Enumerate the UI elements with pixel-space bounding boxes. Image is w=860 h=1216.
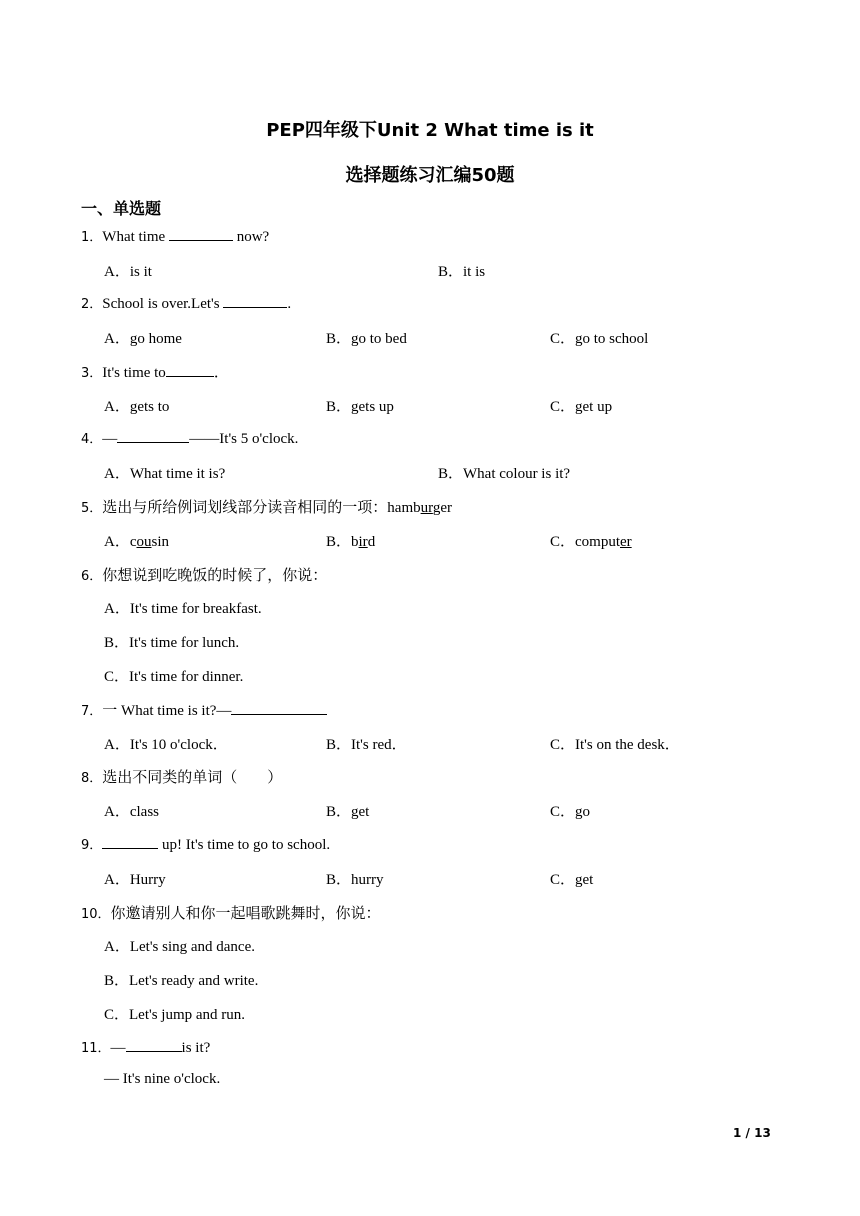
question-text: now? — [232, 229, 270, 245]
question-number: 1． — [81, 230, 103, 245]
option-a: A．Hurry — [104, 872, 166, 888]
underlined-letters: ir — [358, 534, 368, 550]
option-c: C．go — [550, 804, 591, 820]
question-number: 11． — [81, 1041, 111, 1056]
question-text: up! It's time to go to school. — [158, 837, 331, 853]
answer-blank — [231, 700, 327, 715]
question-number: 6． — [81, 569, 103, 584]
option-a: A．What time it is? — [104, 466, 226, 482]
document-title: PEP四年级下Unit 2 What time is it — [266, 120, 594, 141]
option-a: A．go home — [104, 331, 182, 347]
option-a: A．gets to — [104, 399, 170, 415]
document-subtitle: 选择题练习汇编50题 — [345, 165, 515, 186]
question-number: 3． — [81, 366, 103, 381]
question-text: ——It's 5 o'clock. — [189, 431, 299, 447]
option-a: A．It's time for breakfast. — [104, 601, 262, 617]
option-b: B．get — [326, 804, 370, 820]
question-text: is it? — [181, 1040, 211, 1056]
option-text: sin — [151, 534, 170, 550]
underlined-letters: er — [620, 534, 632, 550]
question-text: — — [110, 1040, 126, 1056]
question-number: 7． — [81, 704, 103, 719]
option-b: B．Let's ready and write. — [104, 973, 259, 989]
question-7 — [81, 699, 327, 720]
option-c: C．get up — [550, 399, 613, 415]
option-a: A．class — [104, 804, 159, 820]
answer-blank — [223, 293, 287, 308]
option-text: A．c — [104, 534, 137, 550]
option-a: A．It's 10 o'clock． — [104, 737, 228, 753]
option-a: A．is it — [104, 264, 152, 280]
option-b: B．go to bed — [326, 331, 407, 347]
question-text: What time — [102, 229, 169, 245]
option-c: C．Let's jump and run. — [104, 1007, 246, 1023]
question-text: 选出不同类的单词（ ） — [102, 770, 283, 786]
question-text: — — [102, 431, 118, 447]
question-number: 10． — [81, 907, 111, 922]
option-a — [104, 530, 169, 551]
question-9 — [81, 834, 330, 854]
question-3 — [81, 361, 229, 382]
question-number: 5． — [81, 501, 103, 516]
option-text: C．comput — [550, 534, 620, 550]
question-11 — [81, 1037, 210, 1057]
question-6 — [81, 564, 327, 585]
answer-blank — [102, 834, 158, 849]
option-b: B．gets up — [326, 399, 394, 415]
option-b — [326, 530, 375, 551]
option-b: B．It's red． — [326, 737, 407, 753]
question-8 — [81, 766, 282, 787]
option-c — [550, 530, 632, 551]
option-c: C．It's time for dinner. — [104, 669, 244, 685]
page-number: 1 / 13 — [733, 1126, 771, 1140]
option-c: C．go to school — [550, 331, 649, 347]
question-text: ． — [213, 365, 229, 381]
question-text: School is over.Let's — [102, 296, 224, 312]
option-b: B．What colour is it? — [438, 466, 571, 482]
question-number: 2． — [81, 297, 103, 312]
question-10 — [81, 902, 381, 923]
question-text: 选出与所给例词划线部分读音相同的一项：hamb — [102, 500, 421, 516]
answer-blank — [117, 428, 189, 443]
option-b: B．hurry — [326, 872, 384, 888]
question-number: 4． — [81, 432, 103, 447]
answer-blank — [126, 1037, 182, 1052]
option-a: A．Let's sing and dance. — [104, 939, 255, 955]
answer-blank — [169, 226, 233, 241]
option-c: C．get — [550, 872, 594, 888]
option-text: d — [367, 534, 376, 550]
question-number: 9． — [81, 838, 103, 853]
question-4 — [81, 428, 298, 448]
question-text: 你邀请别人和你一起唱歌跳舞时，你说： — [110, 906, 381, 922]
option-b: B．It's time for lunch. — [104, 635, 240, 651]
question-text: 一 What time is it?— — [102, 703, 232, 719]
question-text: 你想说到吃晚饭的时候了，你说： — [102, 568, 328, 584]
question-5 — [81, 496, 452, 517]
question-text: . — [287, 296, 292, 312]
underlined-letters: ou — [136, 534, 152, 550]
option-text: B．b — [326, 534, 359, 550]
option-c: C．It's on the desk． — [550, 737, 680, 753]
question-1 — [81, 226, 269, 246]
question-number: 8． — [81, 771, 103, 786]
section-heading: 一、单选题 — [81, 199, 162, 218]
question-text: It's time to — [102, 365, 166, 381]
answer-line: — It's nine o'clock. — [104, 1071, 221, 1087]
underlined-letters: ur — [420, 500, 433, 516]
option-b: B．it is — [438, 264, 486, 280]
answer-blank — [166, 362, 214, 377]
question-2 — [81, 293, 291, 313]
question-text: ger — [432, 500, 452, 516]
